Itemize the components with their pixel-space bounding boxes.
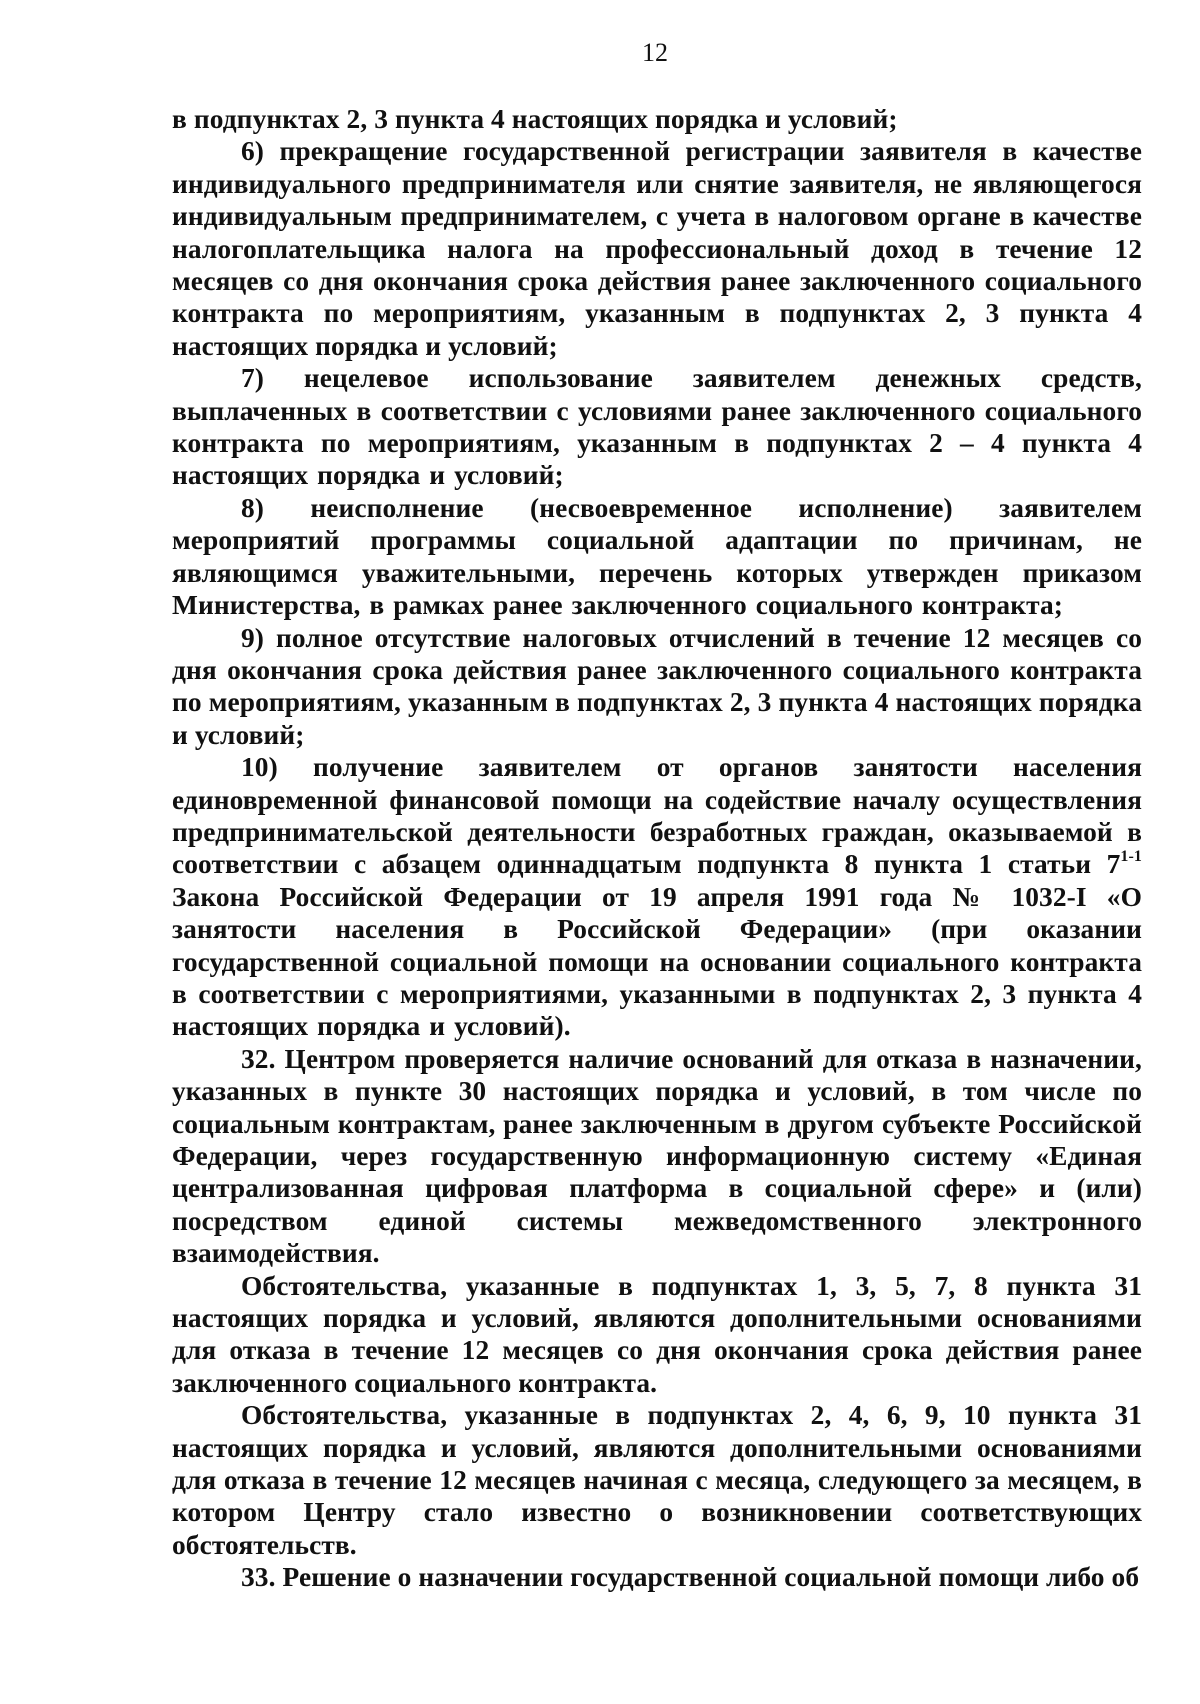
document-body (172, 103, 1142, 1594)
article-superscript: 1-1 (1120, 848, 1142, 866)
paragraph-subitem-9: 9) полное отсутствие налоговых отчислений в течение 12 месяцев со дня окончания срока действия ранее заключенного социального контракта по мероприятиям, указанным в подпунктах 2, 3 пункта 4 настоящих порядка и условий; (172, 622, 1142, 750)
paragraph-item-33: 33. Решение о назначении государственной социальной помощи либо об (241, 1562, 1140, 1593)
paragraph-subitem-7: 7) нецелевое использование заявителем денежных средств, выплаченных в соответствии с условиями ранее заключенного социального контракта по мероприятиям, указанным в подпунктах 2 – 4 пункта 4 настоящих порядка и условий; (172, 363, 1142, 491)
paragraph-circumstances-2: Обстоятельства, указанные в подпунктах 2, 4, 6, 9, 10 пункта 31 настоящих порядка и условий, являются дополнительными основаниями для отказа в течение 12 месяцев начиная с месяца, следующего за месяцем, в котором Центру стало известно о возникновении соответствующих обстоятельств. (172, 1400, 1142, 1560)
paragraph-subitem-6: 6) прекращение государственной регистрации заявителя в качестве индивидуального предпринимателя или снятие заявителя, не являющегося индивидуальным предпринимателем, с учета в налоговом органе в качестве налогоплательщика налога на профессиональный доход в течение 12 месяцев со дня окончания срока действия ранее заключенного социального контракта по мероприятиям, указанным в подпунктах 2, 3 пункта 4 настоящих порядка и условий; (172, 136, 1142, 361)
paragraph-subitem-8: 8) неисполнение (несвоевременное исполнение) заявителем мероприятий программы социальной адаптации по причинам, не являющимся уважительными, перечень которых утвержден приказом Министерства, в рамках ранее заключенного социального контракта; (172, 492, 1142, 621)
page-number: 12 (642, 38, 668, 67)
subitem-10-text-after: Закона Российской Федерации от 19 апреля 1991 года № 1032-I «О занятости населения в Российской Федерации» (при оказании государственной социальной помощи на основании социального контракта в соответствии с мероприятиями, указанными в подпунктах 2, 3 пункта 4 настоящих порядка и условий). (172, 881, 1142, 1042)
paragraph-item-32: 32. Центром проверяется наличие оснований для отказа в назначении, указанных в пункте 30 настоящих порядка и условий, в том числе по социальным контрактам, ранее заключенным в другом субъекте Российской Федерации, через государственную информационную систему «Единая централизованная цифровая платформа в социальной сфере» и (или) посредством единой системы межведомственного электронного взаимодействия. (172, 1043, 1142, 1269)
paragraph-subitem-10 (172, 751, 1142, 1043)
paragraph-continuation: в подпунктах 2, 3 пункта 4 настоящих порядка и условий; (172, 104, 898, 134)
subitem-10-text-before: 10) получение заявителем от органов занятости населения единовременной финансовой помощи на содействие началу осуществления предпринимательской деятельности безработных граждан, оказываемой в соответствии с абзацем одиннадцатым подпункта 8 пункта 1 статьи 7 (172, 752, 1142, 880)
paragraph-circumstances-1: Обстоятельства, указанные в подпунктах 1, 3, 5, 7, 8 пункта 31 настоящих порядка и условий, являются дополнительными основаниями для отказа в течение 12 месяцев со дня окончания срока действия ранее заключенного социального контракта. (172, 1270, 1142, 1398)
